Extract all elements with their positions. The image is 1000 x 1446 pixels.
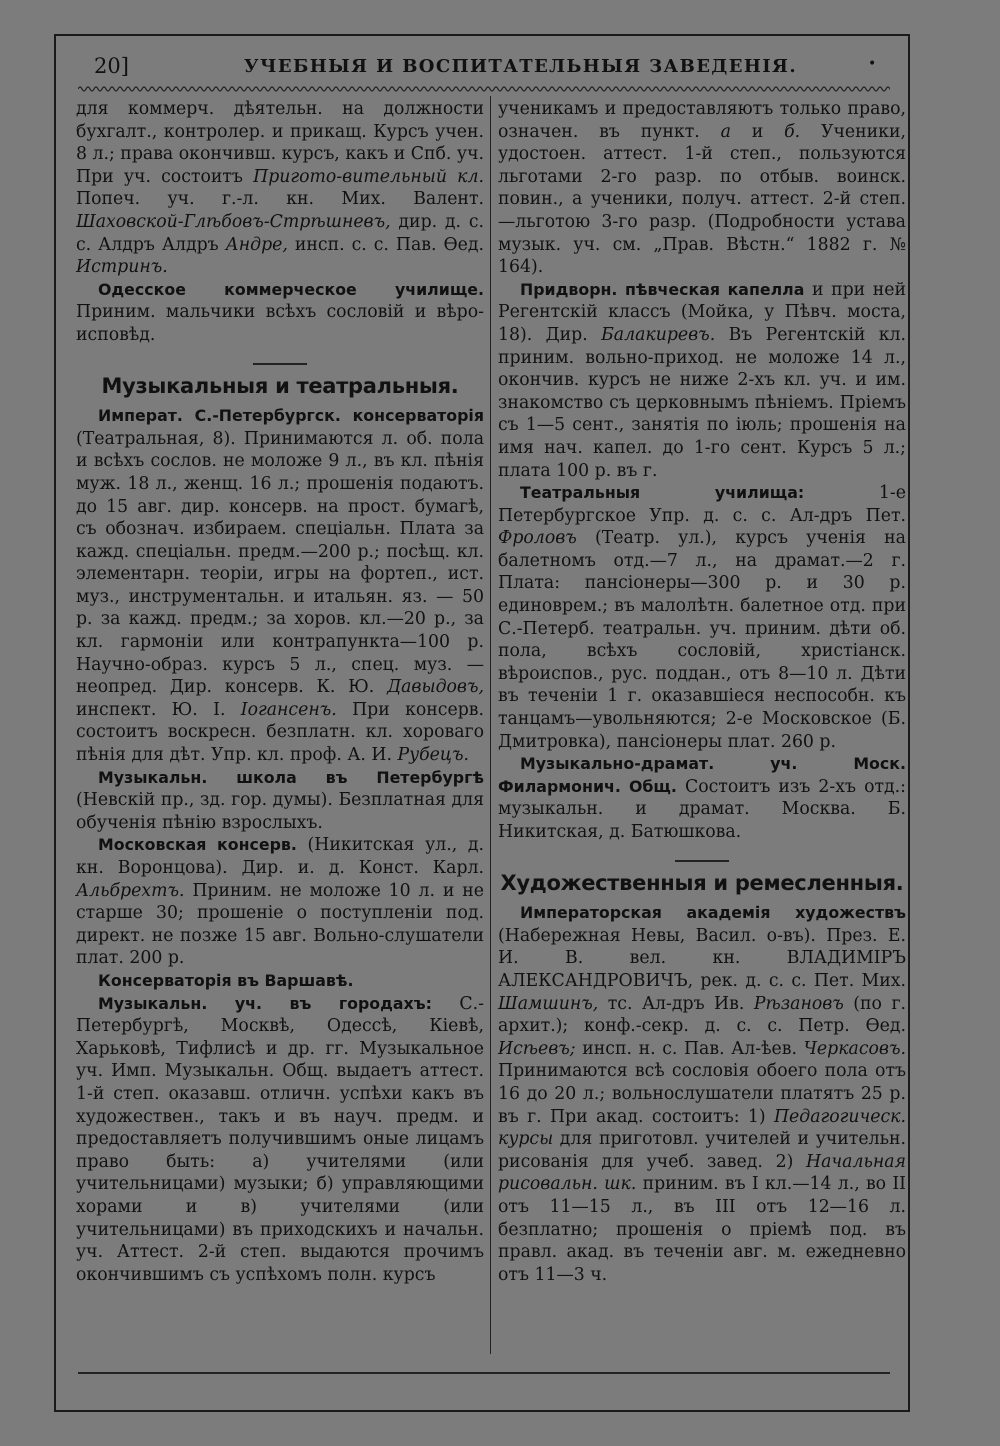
left-paragraph-6: Консерваторія въ Варшавѣ. — [98, 970, 354, 990]
right-column — [498, 98, 906, 1286]
right-paragraph-2: Придворн. пѣвческая капелла и при ней Регентскій классъ (Мойка, у Пѣвч. моста, 18). Дир. Балакиревъ. Въ Регентскій кл. приним. вольно-приход. не моложе 14 л., окончив. курсъ не ниже 2-хъ кл. уч. и им. знакомство съ церковнымъ пѣніемъ. Пріемъ съ 1—5 сент., занятія по іюль; прошенія на имя нач. капел. до 1-го сент. Курсъ 5 л.; плата 100 р. въ г. — [498, 279, 907, 481]
page-frame — [54, 34, 910, 1412]
header-mark: • — [868, 56, 877, 72]
wavy-rule — [78, 84, 890, 94]
right-paragraph-4: Музыкально-драмат. уч. Моск. Филармонич. Общ. Состоитъ изъ 2-хъ отд.: музыкальн. и драмат. Москва. Б. Никитская, д. Батюшкова. — [498, 754, 907, 842]
left-paragraph-2: Одесское коммерческое училище. Приним. мальчики всѣхъ сословій и вѣро-исповѣд. — [76, 279, 484, 345]
running-title: УЧЕБНЫЯ И ВОСПИТАТЕЛЬНЫЯ ЗАВЕДЕНІЯ. — [244, 56, 797, 77]
left-paragraph-5: Московская консерв. (Никитская ул., д. кн. Воронцова). Дир. и. д. Конст. Карл. Альбрехтъ. Приним. не моложе 10 л. и не старше 30; прошеніе о поступленіи под. директ. не позже 15 авг. Вольно-слушатели плат. 200 р. — [76, 835, 484, 969]
bottom-rule — [78, 1372, 890, 1374]
page-number: 20] — [94, 54, 129, 78]
section-rule — [253, 363, 307, 365]
right-paragraph-1: ученикамъ и предоставляютъ только право, означен. въ пункт. а и б. Ученики, удостоен. аттест. 1-й степ., пользуются льготами 2-го разр. по отбыв. воинск. повин., а ученики, получ. аттест. 2-й степ.—льготою 3-го разр. (Подробности устава музык. уч. см. „Прав. Вѣстн.“ 1882 г. № 164). — [498, 99, 906, 278]
left-paragraph-3: Императ. С.-Петербургск. консерваторія (Театральная, 8). Принимаются л. об. пола и всѣхъ сослов. не моложе 9 л., въ кл. пѣнія муж. 18 л., женщ. 16 л.; прошенія подаютъ. до 15 авг. дир. консерв. на прост. бумагѣ, съ обознач. избираем. спеціальн. Плата за кажд. спеціальн. предм.—200 р.; посѣщ. кл. элементарн. теоріи, игры на фортеп., ист. муз., инструментальн. и итальян. яз. — 50 р. за кажд. предм.; за хоров. кл.—20 р., за кл. гармоніи или контрапункта—100 р. Научно-образ. курсъ 5 л., спец. муз. — неопред. Дир. консерв. К. Ю. Давыдовъ, инспект. Ю. І. Іогансенъ. При консерв. состоитъ воскресн. безплатн. кл. хороваго пѣнія для дѣт. Упр. кл. проф. А. И. Рубецъ. — [76, 406, 484, 766]
section-heading-arts: Художественныя и ремесленныя. — [500, 870, 904, 895]
left-paragraph-4: Музыкальн. школа въ Петербургѣ (Невскій пр., зд. гор. думы). Безплатная для обученія пѣнію взрослыхъ. — [76, 767, 484, 833]
section-rule — [675, 860, 729, 862]
right-paragraph-3: Театральныя училища: 1-е Петербургское Упр. д. с. с. Ал-дръ Пет. Фроловъ (Театр. ул.), курсъ ученія на балетномъ отд.—7 л., на драмат.—2 г. Плата: пансіонеры—300 р. и 30 р. единоврем.; въ малолѣтн. балетное отд. при С.-Петерб. театральн. уч. приним. дѣти об. пола, всѣхъ сословій, христіанск. вѣроиспов., рус. поддан., отъ 8—10 л. Дѣти въ теченіи 1 г. оказавшіеся неспособн. къ танцамъ—увольняются; 2-е Московское (Б. Дмитровка), пансіонеры плат. 260 р. — [498, 483, 906, 752]
page-header — [56, 48, 908, 82]
left-paragraph-1: для коммерч. дѣятельн. на должности бухгалт., контролер. и прикащ. Курсъ учен. 8 л.; права окончивш. курсъ, какъ и Спб. уч. При уч. состоитъ Пригото-вительный кл. Попеч. уч. г.-л. кн. Мих. Валент. Шаховской-Глѣбовъ-Стрѣшневъ, дир. д. с. с. Алдръ Алдръ Андре, инсп. с. с. Пав. Ѳед. Истринъ. — [76, 99, 484, 278]
column-divider — [490, 96, 491, 1354]
left-paragraph-7: Музыкальн. уч. въ городахъ: С.-Петербургѣ, Москвѣ, Одессѣ, Кіевѣ, Харьковѣ, Тифлисѣ и др. гг. Музыкальное уч. Имп. Музыкальн. Общ. выдаетъ аттест. 1-й степ. оказавш. отличн. успѣхи какъ въ художествен., такъ и въ науч. предм. и предоставляетъ получившимъ оные лицамъ право быть: а) учителями (или учительницами) музыки; б) управляющими хорами и в) учителями (или учительницами) въ приходскихъ и начальн. уч. Аттест. 2-й степ. выдаются прочимъ окончившимъ съ успѣхомъ полн. курсъ — [76, 993, 484, 1285]
right-paragraph-5: Императорская академія художествъ (Набережная Невы, Васил. о-въ). През. Е. И. В. вел. кн. ВЛАДИМІРЪ АЛЕКСАНДРОВИЧЪ, рек. д. с. с. Пет. Мих. Шамшинъ, тс. Ал-дръ Ив. Рѣзановъ (по г. архит.); конф.-секр. д. с. с. Петр. Ѳед. Исѣевъ; инсп. н. с. Пав. Ал-ѣев. Черкасовъ. Принимаются всѣ сословія обоего пола отъ 16 до 20 л.; вольнослушатели платятъ 25 р. въ г. При акад. состоитъ: 1) Педагогическ. курсы для приготовл. учителей и учительн. рисованія для учеб. завед. 2) Начальная рисовальн. шк. приним. въ I кл.—14 л., во II отъ 11—15 л., въ III отъ 12—16 л. безплатно; прошенія о пріемѣ под. въ правл. акад. въ теченіи авг. м. ежедневно отъ 11—3 ч. — [498, 903, 907, 1285]
left-column — [76, 98, 484, 1286]
section-heading-music: Музыкальныя и театральныя. — [101, 373, 459, 398]
